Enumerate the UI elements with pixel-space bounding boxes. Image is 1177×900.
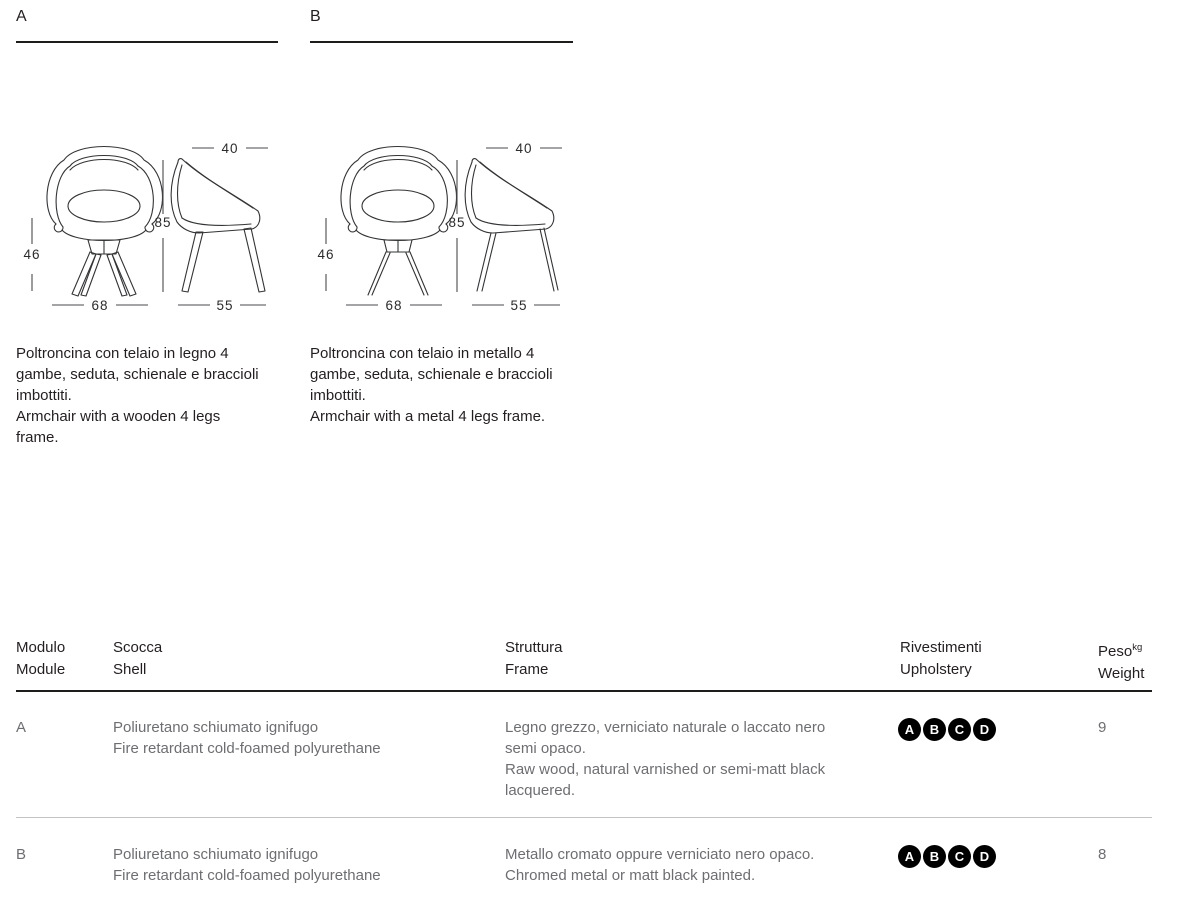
module-cell: B xyxy=(16,846,27,863)
dim-width-label: 68 xyxy=(91,298,109,313)
weight-unit: kg xyxy=(1132,642,1143,653)
upholstery-badges xyxy=(898,718,996,741)
dim-height-label: 85 xyxy=(154,215,172,230)
shell-italian: Poliuretano schiumato ignifugo xyxy=(113,719,319,736)
header-module: Modulo Module xyxy=(16,639,66,678)
frame-italian: Metallo cromato oppure verniciato nero opaco. xyxy=(505,846,815,863)
description-italian: Poltroncina con telaio in legno 4 gambe, seduta, schienale e braccioli imbottiti. xyxy=(16,345,259,404)
dim-back-depth-label: 40 xyxy=(515,141,533,156)
description-italian: Poltroncina con telaio in metallo 4 gambe, seduta, schienale e braccioli imbottiti. xyxy=(310,345,553,404)
badge-b: B xyxy=(923,845,946,868)
shell-italian: Poliuretano schiumato ignifugo xyxy=(113,846,319,863)
badge-a: A xyxy=(898,845,921,868)
chair-b-front-view xyxy=(341,147,457,296)
frame-english: Chromed metal or matt black painted. xyxy=(505,867,756,884)
shell-cell xyxy=(113,844,493,886)
section-a-label: A xyxy=(16,8,28,25)
section-b-label: B xyxy=(310,8,322,25)
frame-italian: Legno grezzo, verniciato naturale o laccato nero semi opaco. xyxy=(505,719,826,757)
dim-height-label: 85 xyxy=(448,215,466,230)
dim-depth-label: 55 xyxy=(510,298,528,313)
chair-a-technical-drawing xyxy=(16,128,301,320)
shell-cell xyxy=(113,717,493,759)
dim-back-depth-label: 40 xyxy=(221,141,239,156)
section-b-underline xyxy=(310,41,573,43)
weight-cell: 9 xyxy=(1098,719,1107,736)
dim-depth-label: 55 xyxy=(216,298,234,313)
frame-english: Raw wood, natural varnished or semi-matt black lacquered. xyxy=(505,761,826,799)
dim-seat-height-label: 46 xyxy=(23,247,41,262)
chair-a-side-view xyxy=(171,159,265,292)
upholstery-badges xyxy=(898,845,996,868)
badge-c: C xyxy=(948,845,971,868)
header-upholstery: Rivestimenti Upholstery xyxy=(900,639,982,678)
dim-seat-height-label: 46 xyxy=(317,247,335,262)
badge-d: D xyxy=(973,718,996,741)
section-b-description xyxy=(310,343,568,427)
badge-c: C xyxy=(948,718,971,741)
badge-b: B xyxy=(923,718,946,741)
weight-cell: 8 xyxy=(1098,846,1107,863)
module-cell: A xyxy=(16,719,27,736)
chair-b-technical-drawing xyxy=(310,128,595,320)
badge-a: A xyxy=(898,718,921,741)
section-a-description xyxy=(16,343,264,448)
chair-a-front-view xyxy=(47,147,163,297)
section-a-underline xyxy=(16,41,278,43)
header-weight: Peso$^{kg}$ Weight xyxy=(1098,642,1145,682)
description-english: Armchair with a metal 4 legs frame. xyxy=(310,408,546,425)
dim-width-label: 68 xyxy=(385,298,403,313)
shell-english: Fire retardant cold-foamed polyurethane xyxy=(113,740,381,757)
row-divider xyxy=(16,817,1152,818)
header-shell: Scocca Shell xyxy=(113,639,163,678)
header-frame: Struttura Frame xyxy=(505,639,563,678)
description-english: Armchair with a wooden 4 legs frame. xyxy=(16,408,221,446)
frame-cell xyxy=(505,844,885,886)
chair-b-side-view xyxy=(465,159,558,291)
frame-cell xyxy=(505,717,845,801)
badge-d: D xyxy=(973,845,996,868)
shell-english: Fire retardant cold-foamed polyurethane xyxy=(113,867,381,884)
table-header-rule xyxy=(16,690,1152,692)
